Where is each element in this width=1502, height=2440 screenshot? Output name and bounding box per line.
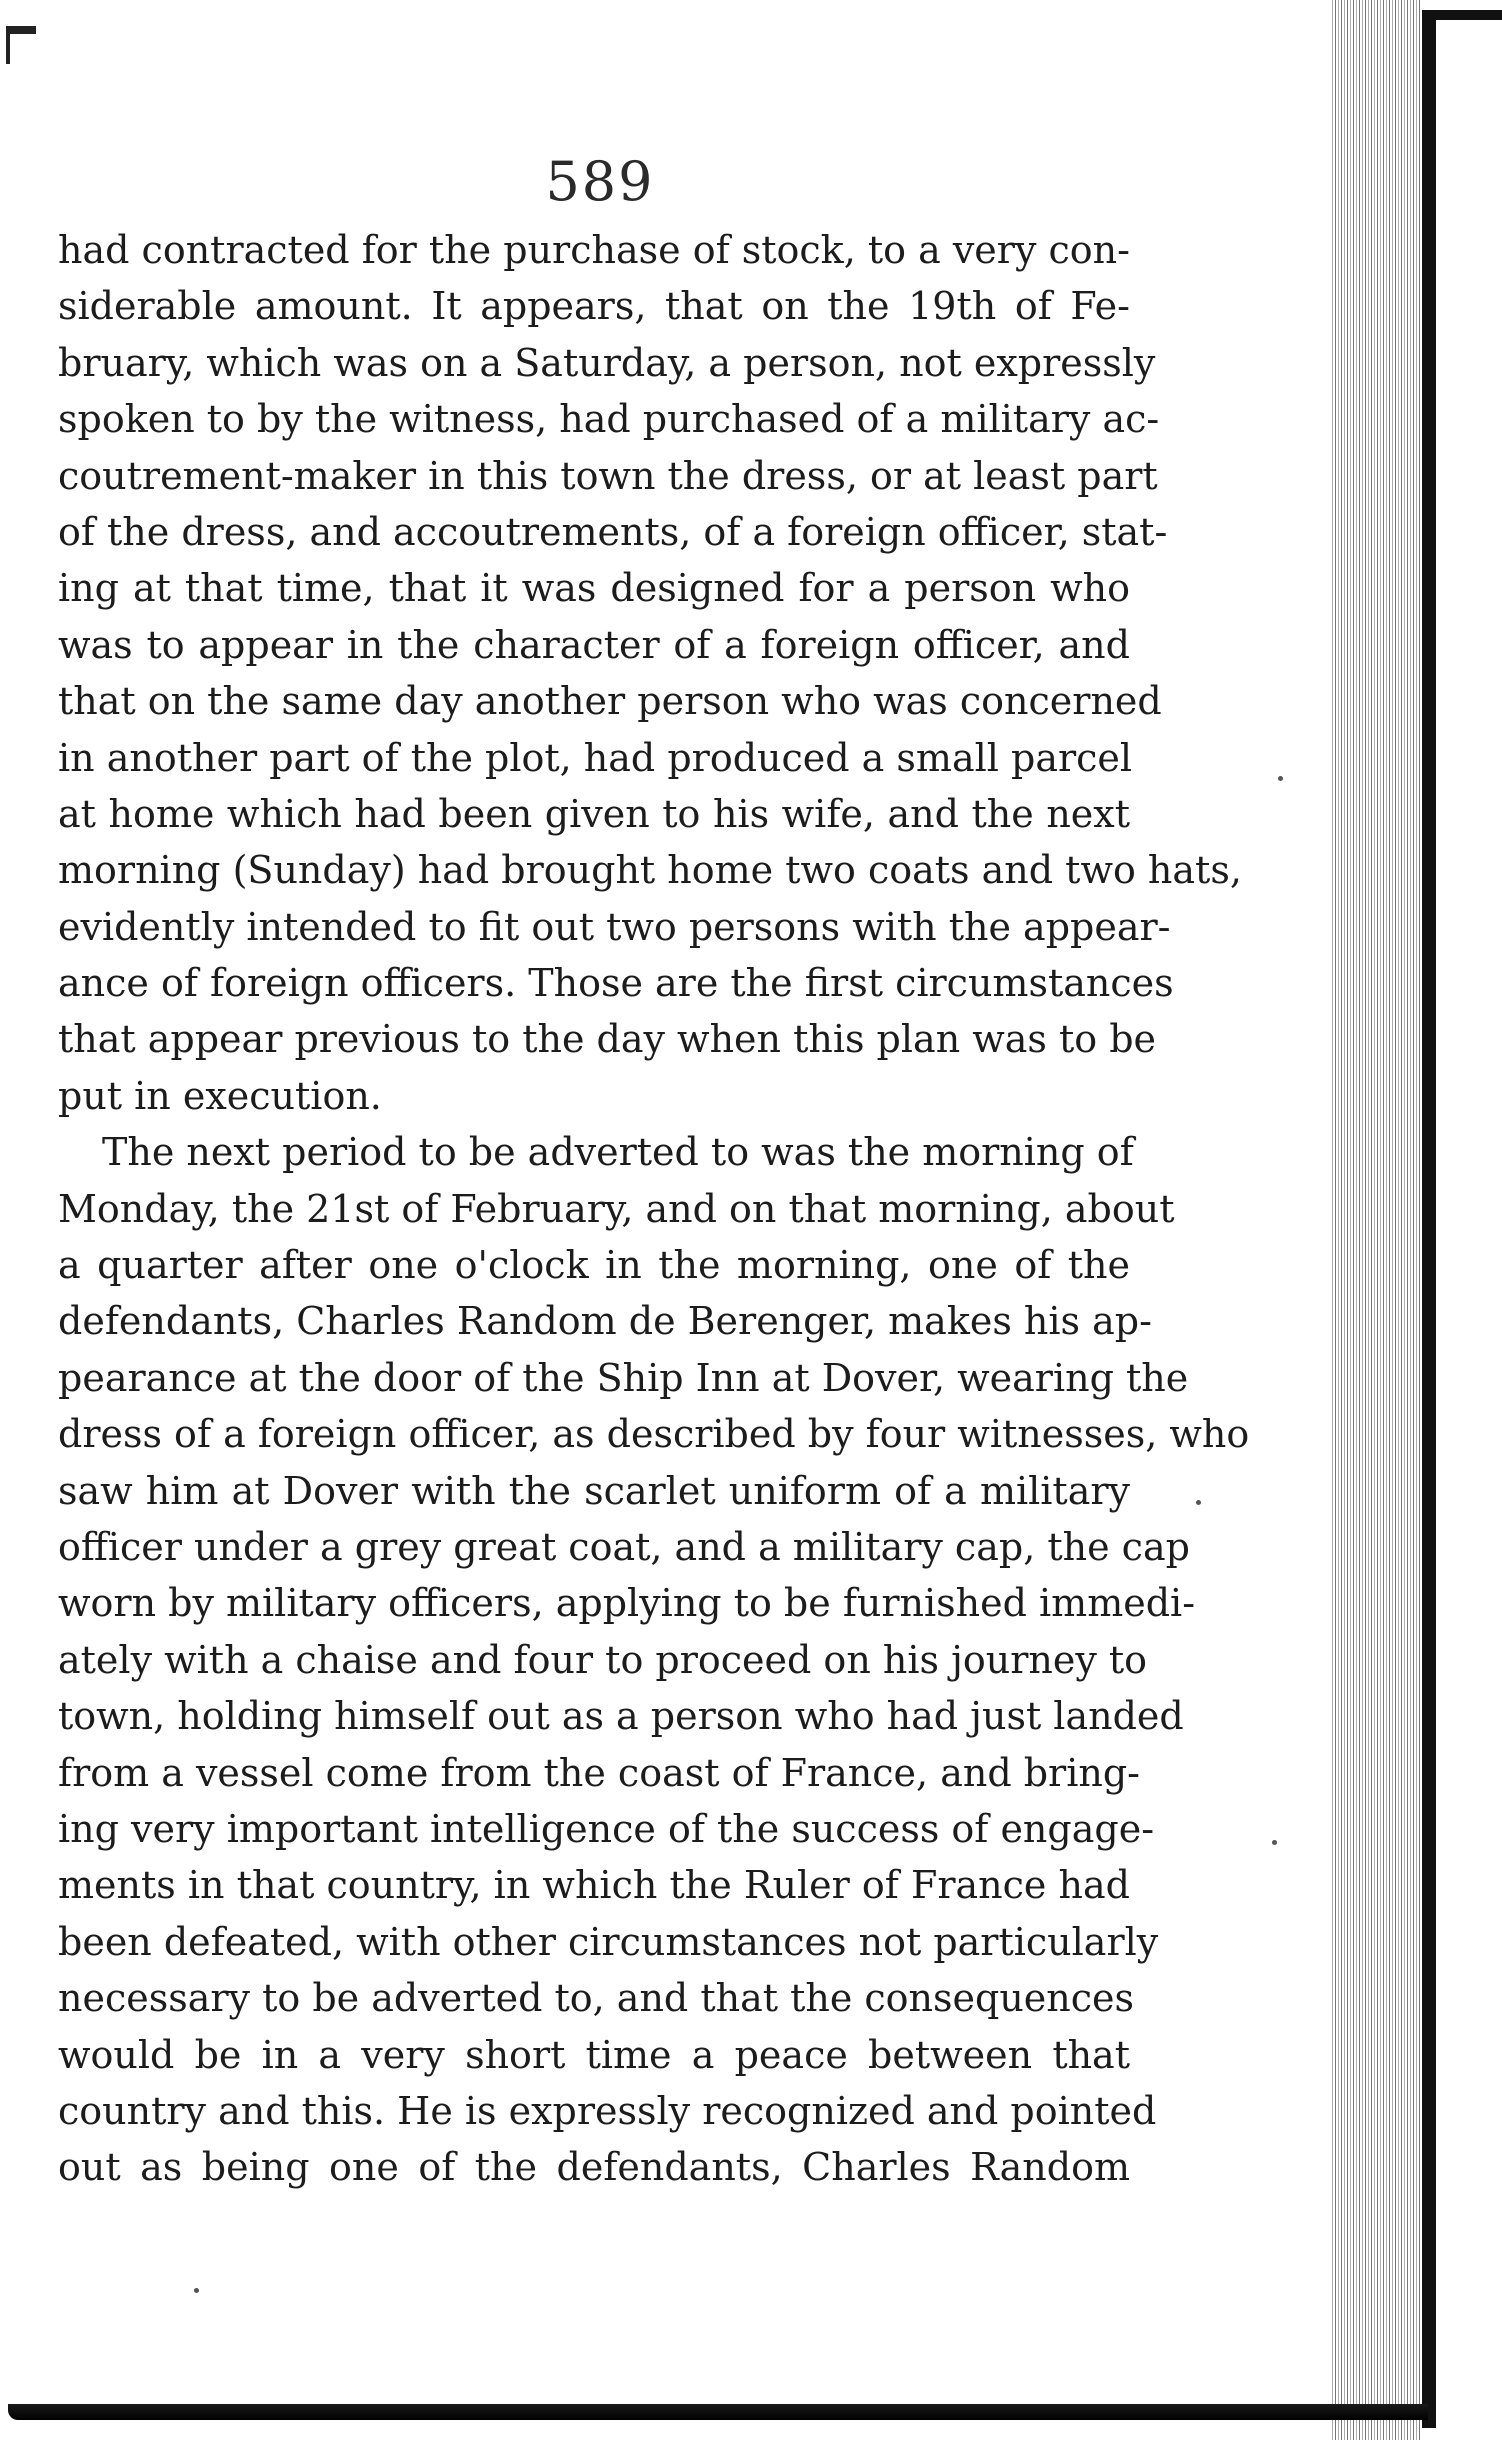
text-line: siderable amount. It appears, that on the 19th of Fe- (58, 284, 1130, 329)
binding-top-rule (1422, 10, 1502, 20)
text-line: a quarter after one o'clock in the morning, one of the (58, 1243, 1130, 1288)
text-line: ing at that time, that it was designed for a person who (58, 566, 1130, 611)
text-line: ments in that country, in which the Ruler of France had (58, 1863, 1130, 1908)
text-line: defendants, Charles Random de Berenger, makes his ap- (58, 1299, 1152, 1344)
paper-speck (1278, 776, 1283, 781)
text-line: spoken to by the witness, had purchased of a military ac- (58, 397, 1160, 442)
text-line: evidently intended to fit out two persons with the appear- (58, 904, 1171, 949)
paper-speck (1272, 1840, 1277, 1845)
page-binding-edge (1330, 0, 1422, 2440)
bottom-page-edge (8, 2404, 1428, 2420)
text-line: country and this. He is expressly recognized and pointed (58, 2088, 1157, 2133)
text-line: ance of foreign officers. Those are the first circumstances (58, 961, 1174, 1006)
text-line: from a vessel come from the coast of France, and bring- (58, 1750, 1141, 1795)
text-line: had contracted for the purchase of stock, to a very con- (58, 228, 1130, 272)
text-line: morning (Sunday) had brought home two coats and two hats, (58, 848, 1242, 893)
body-text (58, 222, 1250, 2196)
text-line: ing very important intelligence of the success of engage- (58, 1806, 1155, 1851)
text-line-paragraph-end: put in execution. (58, 1073, 382, 1118)
text-line: of the dress, and accoutrements, of a foreign officer, stat- (58, 509, 1168, 554)
text-line: been defeated, with other circumstances not particularly (58, 1919, 1159, 1964)
text-line: Monday, the 21st of February, and on that morning, about (58, 1186, 1175, 1231)
text-line: in another part of the plot, had produced a small parcel (58, 735, 1133, 780)
text-line: at home which had been given to his wife, and the next (58, 791, 1130, 836)
text-line-paragraph-start: The next period to be adverted to was the morning of (102, 1130, 1134, 1175)
corner-mark (6, 26, 36, 64)
paper-speck (1196, 1500, 1201, 1505)
text-line: dress of a foreign officer, as described by four witnesses, who (58, 1412, 1250, 1457)
text-line: would be in a very short time a peace between that (58, 2032, 1130, 2077)
text-line: out as being one of the defendants, Charles Random (58, 2145, 1130, 2190)
text-line: pearance at the door of the Ship Inn at Dover, wearing the (58, 1355, 1189, 1400)
text-line: ately with a chaise and four to proceed on his journey to (58, 1637, 1148, 1682)
page-number: 589 (545, 150, 655, 213)
text-line: bruary, which was on a Saturday, a person, not expressly (58, 340, 1156, 385)
text-line: that on the same day another person who was concerned (58, 679, 1162, 724)
text-line: saw him at Dover with the scarlet uniform of a military (58, 1468, 1130, 1513)
text-line: that appear previous to the day when this plan was to be (58, 1017, 1157, 1062)
text-line: necessary to be adverted to, and that the consequences (58, 1976, 1135, 2021)
text-line: worn by military officers, applying to be furnished immedi- (58, 1581, 1196, 1626)
binding-bar (1422, 10, 1436, 2428)
text-line: was to appear in the character of a foreign officer, and (58, 622, 1130, 667)
text-line: coutrement-maker in this town the dress, or at least part (58, 453, 1158, 498)
paper-speck (194, 2288, 199, 2293)
text-line: town, holding himself out as a person who had just landed (58, 1694, 1184, 1739)
text-line: officer under a grey great coat, and a military cap, the cap (58, 1524, 1190, 1569)
